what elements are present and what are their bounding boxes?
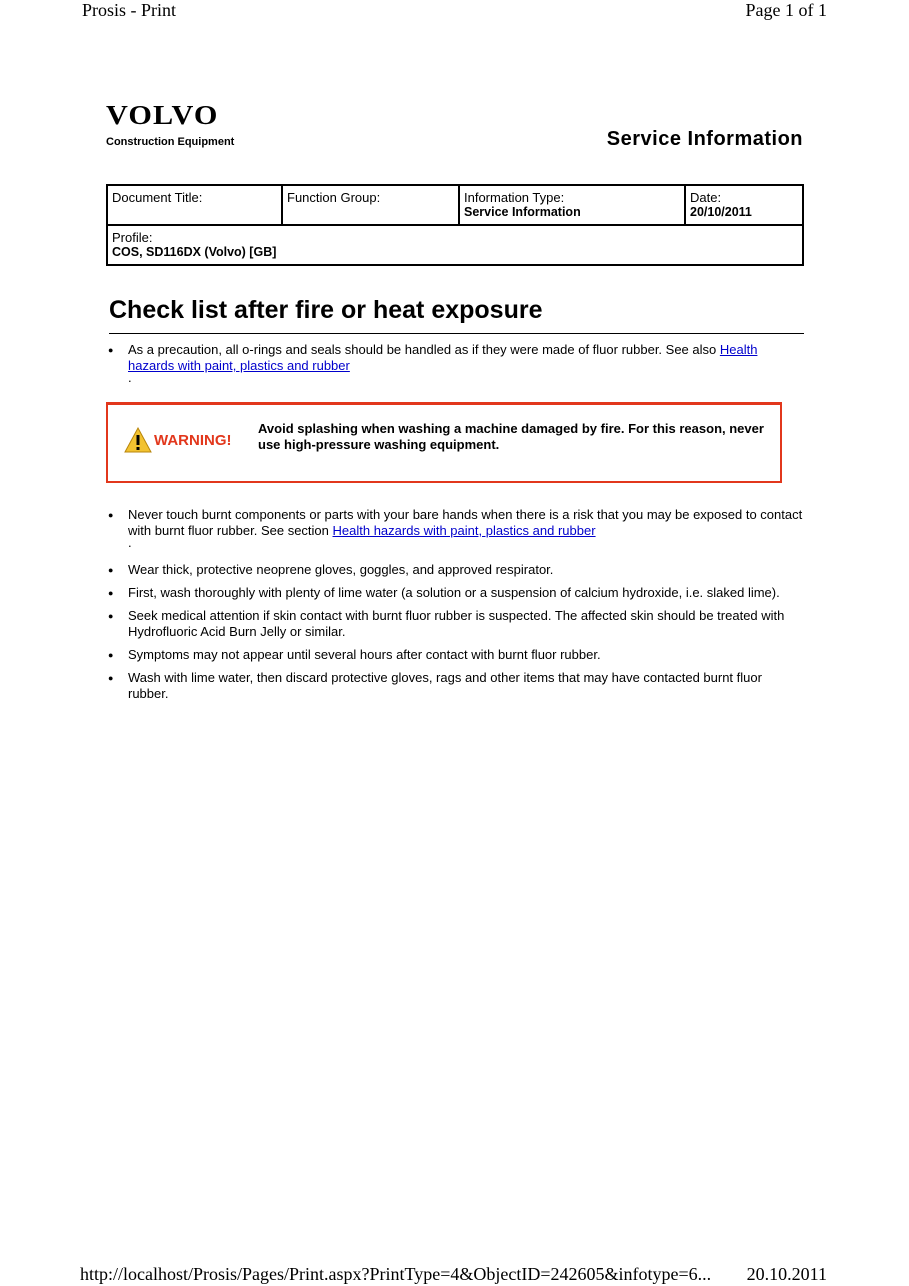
information-type-value: Service Information: [464, 205, 581, 219]
list-item: ● Seek medical attention if skin contact with burnt fluor rubber is suspected. The affected skin should be treated with Hydrofluoric Acid Burn Jelly or similar.: [106, 608, 804, 640]
item-text: Never touch burnt components or parts with your bare hands when there is a risk that you may be exposed to contact with burnt fluor rubber. See section: [128, 507, 803, 538]
warning-label: WARNING!: [154, 431, 232, 449]
list-item: ● Symptoms may not appear until several hours after contact with burnt fluor rubber.: [106, 647, 804, 663]
date-value: 20/10/2011: [690, 205, 752, 219]
print-header: [82, 0, 827, 21]
item-trail: .: [128, 535, 132, 550]
profile-value: COS, SD116DX (Volvo) [GB]: [112, 245, 277, 259]
print-url: http://localhost/Prosis/Pages/Print.aspx?PrintType=4&ObjectID=242605&infotype=6...: [80, 1264, 712, 1284]
print-date: 20.10.2011: [746, 1264, 827, 1284]
function-group-label: Function Group:: [287, 190, 381, 205]
warning-header: [124, 427, 232, 453]
profile-cell: [107, 225, 803, 265]
brand-subtitle: Construction Equipment: [106, 136, 235, 148]
checklist-continued: [106, 507, 804, 709]
document-title-cell: [107, 185, 282, 225]
list-item: ● Wash with lime water, then discard protective gloves, rags and other items that may have contacted burnt fluor rubber.: [106, 670, 804, 702]
warning-text: Avoid splashing when washing a machine damaged by fire. For this reason, never use high-pressure washing equipment.: [258, 421, 764, 452]
document-title-label: Document Title:: [112, 190, 203, 205]
page-number: Page 1 of 1: [745, 0, 827, 20]
date-label: Date:: [690, 190, 722, 205]
volvo-logo: VOLVO: [106, 100, 219, 130]
list-item: ● Wear thick, protective neoprene gloves, goggles, and approved respirator.: [106, 562, 804, 578]
list-item: ● First, wash thoroughly with plenty of lime water (a solution or a suspension of calcium hydroxide, i.e. slaked lime).: [106, 585, 804, 601]
document-meta-table: [106, 184, 804, 266]
service-information-heading: Service Information: [606, 128, 803, 150]
warning-triangle-icon: [124, 427, 152, 453]
information-type-cell: [459, 185, 685, 225]
brand: [106, 100, 234, 148]
information-type-label: Information Type:: [464, 190, 565, 205]
print-header-title: Prosis - Print: [82, 0, 177, 20]
function-group-cell: [282, 185, 459, 225]
item-text: As a precaution, all o-rings and seals should be handled as if they were made of fluor rubber. See also: [128, 342, 720, 357]
checklist: [106, 342, 804, 397]
item-trail: .: [128, 370, 132, 385]
health-hazards-link[interactable]: Health hazards with paint, plastics and rubber: [128, 342, 758, 373]
health-hazards-section-link[interactable]: Health hazards with paint, plastics and rubber: [332, 523, 596, 538]
print-footer: [80, 1264, 827, 1285]
page-title: Check list after fire or heat exposure: [109, 296, 804, 334]
profile-label: Profile:: [112, 230, 153, 245]
date-cell: [685, 185, 803, 225]
list-item: [106, 507, 804, 555]
list-item: [106, 342, 804, 390]
warning-box: [106, 402, 782, 483]
